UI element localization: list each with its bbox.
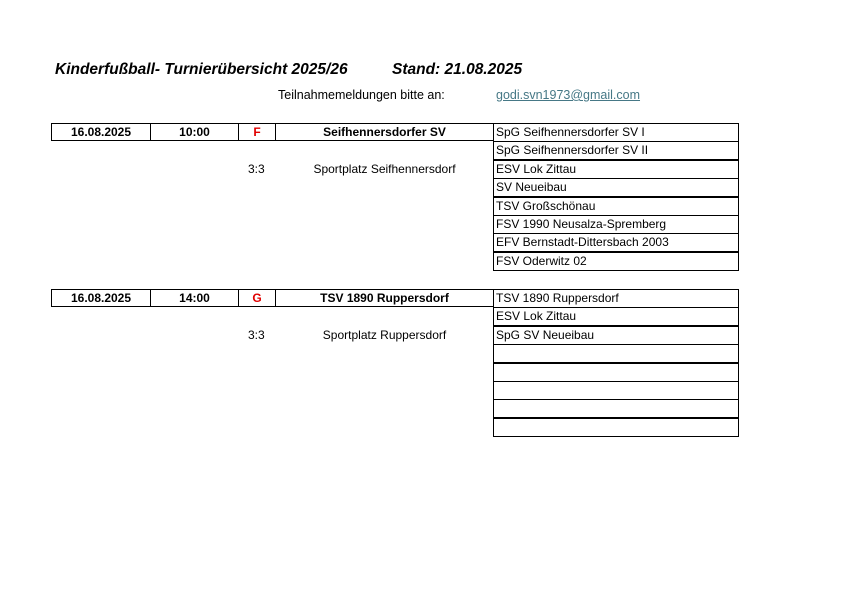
tournament-date-cell: 16.08.2025	[51, 289, 151, 307]
team-entry-cell: SpG SV Neueibau	[493, 326, 739, 345]
page-title: Kinderfußball- Turnierübersicht 2025/26	[55, 61, 348, 78]
team-entry-cell: ESV Lok Zittau	[493, 307, 739, 326]
tournament-venue: Sportplatz Ruppersdorf	[322, 328, 447, 342]
team-entry-cell	[493, 344, 739, 363]
tournament-time-cell: 14:00	[150, 289, 239, 307]
team-entry-cell: FSV 1990 Neusalza-Spremberg	[493, 215, 739, 234]
team-entry-cell: SpG Seifhennersdorfer SV I	[493, 123, 739, 142]
team-entry-cell	[493, 399, 739, 418]
team-entry-cell: TSV 1890 Ruppersdorf	[493, 289, 739, 308]
registration-email-link[interactable]: godi.svn1973@gmail.com	[496, 88, 641, 102]
team-entry-cell	[493, 381, 739, 400]
team-entry-cell: FSV Oderwitz 02	[493, 252, 739, 271]
team-entry-cell: SV Neueibau	[493, 178, 739, 197]
team-entry-cell: SpG Seifhennersdorfer SV II	[493, 141, 739, 160]
registration-label: Teilnahmemeldungen bitte an:	[278, 88, 445, 102]
tournament-group-cell: F	[238, 123, 276, 141]
team-entry-cell: ESV Lok Zittau	[493, 160, 739, 179]
tournament-format: 3:3	[248, 162, 265, 176]
tournament-host-cell: TSV 1890 Ruppersdorf	[275, 289, 494, 307]
tournament-host-cell: Seifhennersdorfer SV	[275, 123, 494, 141]
team-entry-cell: EFV Bernstadt-Dittersbach 2003	[493, 233, 739, 252]
tournament-group-cell: G	[238, 289, 276, 307]
tournament-date-cell: 16.08.2025	[51, 123, 151, 141]
tournament-format: 3:3	[248, 328, 265, 342]
tournament-venue: Sportplatz Seifhennersdorf	[313, 162, 456, 176]
team-entry-cell	[493, 363, 739, 382]
stand-date: Stand: 21.08.2025	[392, 61, 523, 78]
team-entry-cell	[493, 418, 739, 437]
team-entry-cell: TSV Großschönau	[493, 197, 739, 216]
tournament-time-cell: 10:00	[150, 123, 239, 141]
